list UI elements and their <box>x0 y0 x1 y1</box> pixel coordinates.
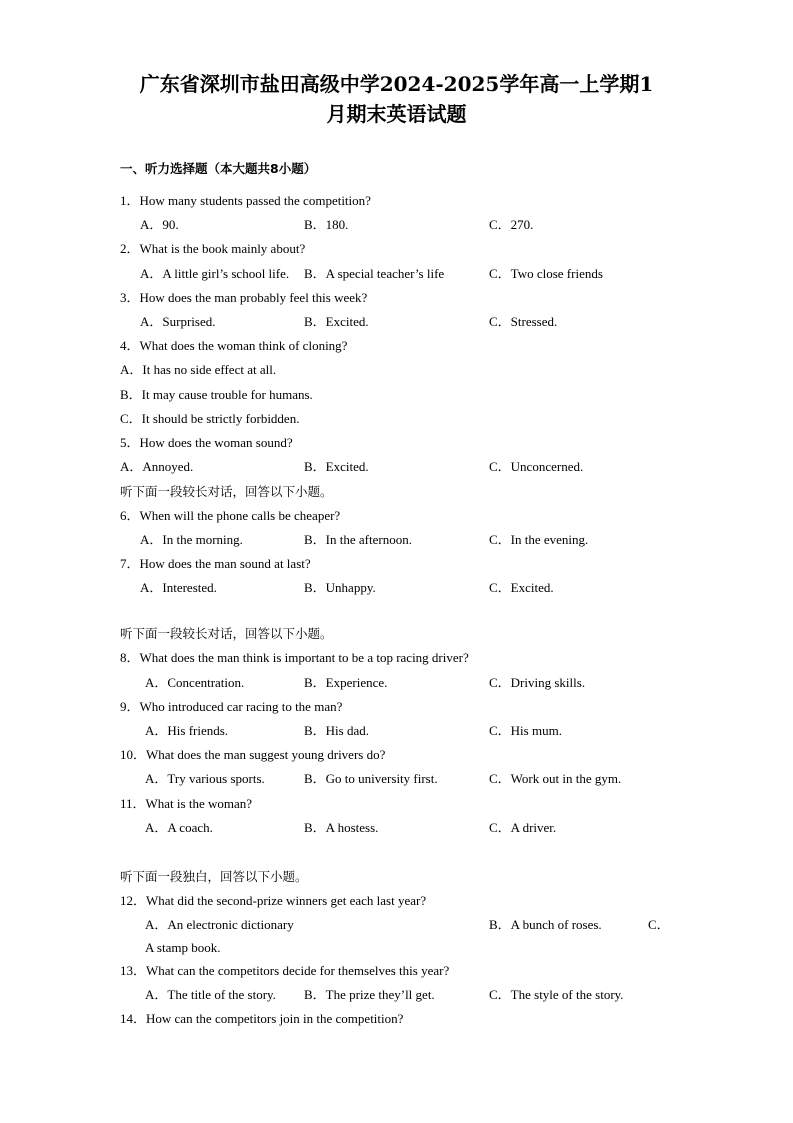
question-12: 12．What did the second-prize winners get each last year? <box>120 893 427 908</box>
q6-option-b: B．In the afternoon. <box>304 532 412 547</box>
q3-option-c: C．Stressed. <box>489 314 558 329</box>
q12-option-a: A．An electronic dictionary <box>145 917 294 932</box>
title-line-1: 广东省深圳市盐田高级中学2024-2025学年高一上学期1 <box>139 72 654 96</box>
question-6: 6．When will the phone calls be cheaper? <box>120 508 341 523</box>
q13-option-c: C．The style of the story. <box>489 987 624 1002</box>
question-8: 8．What does the man think is important to be a top racing driver? <box>120 650 469 665</box>
q7-option-a: A．Interested. <box>140 580 217 595</box>
q11-option-c: C．A driver. <box>489 820 557 835</box>
q11-option-a: A．A coach. <box>145 820 213 835</box>
question-2: 2．What is the book mainly about? <box>120 241 306 256</box>
q1-option-c: C．270. <box>489 217 534 232</box>
q12-option-c-text: A stamp book. <box>145 940 221 955</box>
question-10: 10．What does the man suggest young drivers do? <box>120 747 386 762</box>
q1-option-a: A．90. <box>140 217 179 232</box>
instruction-2: 听下面一段较长对话，回答以下小题。 <box>120 626 333 641</box>
q4-option-a: A．It has no side effect at all. <box>120 362 277 377</box>
q13-option-a: A．The title of the story. <box>145 987 276 1002</box>
q6-option-a: A．In the morning. <box>140 532 243 547</box>
q9-option-a: A．His friends. <box>145 723 229 738</box>
question-3: 3．How does the man probably feel this week? <box>120 290 368 305</box>
q10-option-a: A．Try various sports. <box>145 771 265 786</box>
q7-option-c: C．Excited. <box>489 580 554 595</box>
q2-option-c: C．Two close friends <box>489 266 603 281</box>
question-4: 4．What does the woman think of cloning? <box>120 338 348 353</box>
q10-option-c: C．Work out in the gym. <box>489 771 622 786</box>
q8-option-c: C．Driving skills. <box>489 675 586 690</box>
instruction-1: 听下面一段较长对话，回答以下小题。 <box>120 484 333 499</box>
q8-option-b: B．Experience. <box>304 675 388 690</box>
question-13: 13．What can the competitors decide for themselves this year? <box>120 963 450 978</box>
question-7: 7．How does the man sound at last? <box>120 556 311 571</box>
q5-option-a: A．Annoyed. <box>120 459 194 474</box>
section-heading: 一、听力选择题（本大题共8小题） <box>120 161 317 176</box>
question-5: 5．How does the woman sound? <box>120 435 293 450</box>
q8-option-a: A．Concentration. <box>145 675 245 690</box>
q10-option-b: B．Go to university first. <box>304 771 438 786</box>
question-11: 11．What is the woman? <box>120 796 253 811</box>
q1-option-b: B．180. <box>304 217 349 232</box>
title-line-2: 月期末英语试题 <box>326 102 467 126</box>
q2-option-b: B．A special teacher’s life <box>304 266 445 281</box>
q12-option-c-label: C． <box>648 917 670 932</box>
q9-option-c: C．His mum. <box>489 723 562 738</box>
q13-option-b: B．The prize they’ll get. <box>304 987 435 1002</box>
q12-option-b: B．A bunch of roses. <box>489 917 602 932</box>
q4-option-c: C．It should be strictly forbidden. <box>120 411 300 426</box>
instruction-3: 听下面一段独白，回答以下小题。 <box>120 869 308 884</box>
q5-option-c: C．Unconcerned. <box>489 459 584 474</box>
q9-option-b: B．His dad. <box>304 723 370 738</box>
q2-option-a: A．A little girl’s school life. <box>140 266 290 281</box>
question-1: 1．How many students passed the competition? <box>120 193 371 208</box>
q3-option-b: B．Excited. <box>304 314 369 329</box>
question-9: 9．Who introduced car racing to the man? <box>120 699 343 714</box>
q3-option-a: A．Surprised. <box>140 314 216 329</box>
q11-option-b: B．A hostess. <box>304 820 379 835</box>
q5-option-b: B．Excited. <box>304 459 369 474</box>
q4-option-b: B．It may cause trouble for humans. <box>120 387 313 402</box>
q6-option-c: C．In the evening. <box>489 532 589 547</box>
q7-option-b: B．Unhappy. <box>304 580 376 595</box>
question-14: 14．How can the competitors join in the competition? <box>120 1011 404 1026</box>
